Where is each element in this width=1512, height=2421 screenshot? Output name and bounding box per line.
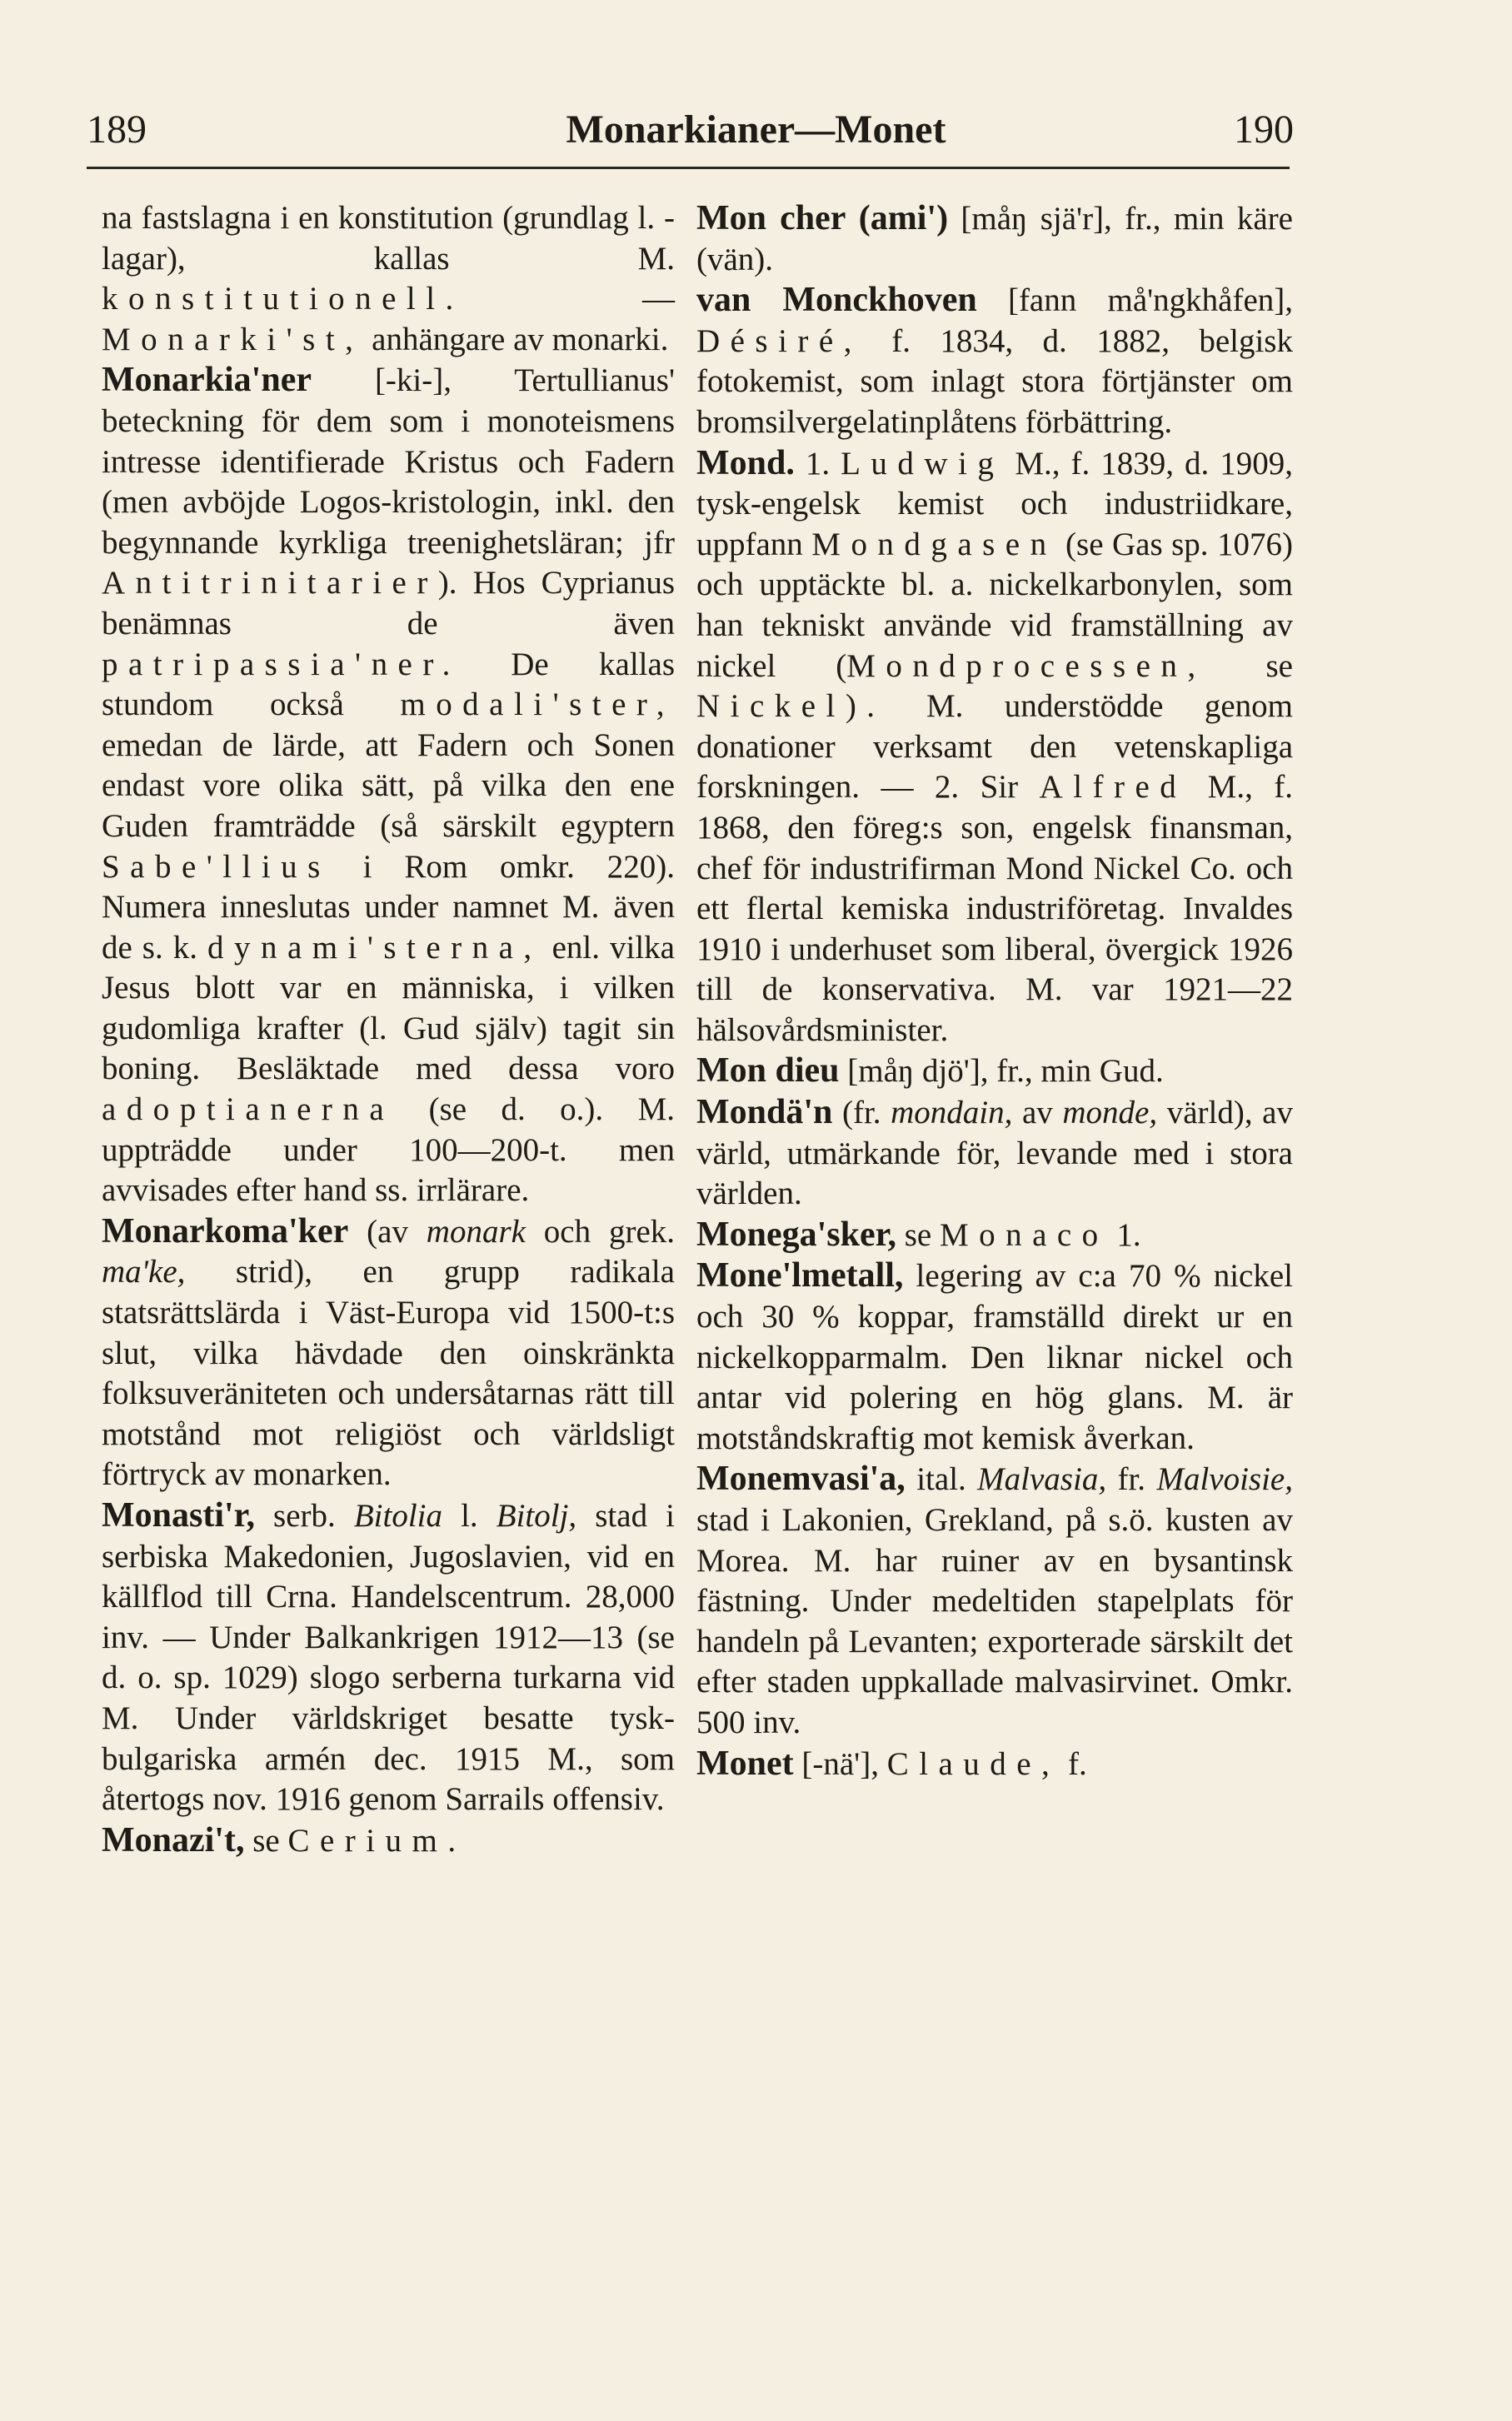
text: [måŋ djö'], fr., min Gud. bbox=[839, 1053, 1164, 1090]
spaced-term: Antitrinitarier bbox=[102, 565, 438, 602]
text: av bbox=[1012, 1095, 1063, 1131]
text: f. 1834, d. 1882, belgisk fotokemist, som inlagt stora förtjänster om bromsilvergelatinplåtens förbättring. bbox=[696, 322, 1293, 440]
text: emedan de lärde, att Fadern och Sonen endast vore olika sätt, på vilka den ene Guden framträdde (så särskilt egyptern bbox=[102, 726, 675, 844]
text: (fr. bbox=[832, 1095, 891, 1131]
headword: Monarkoma'ker bbox=[102, 1211, 349, 1250]
text: (av bbox=[348, 1213, 427, 1250]
entry-van-monckhoven bbox=[696, 280, 1293, 442]
headword: Monasti'r, bbox=[102, 1496, 255, 1535]
text: l. bbox=[442, 1498, 497, 1534]
italic-term: monde, bbox=[1062, 1095, 1158, 1131]
spaced-term: Ludwig bbox=[841, 445, 1005, 482]
entry-monastir bbox=[102, 1495, 675, 1820]
text: [måŋ sjä'r], fr., min käre (vän). bbox=[696, 201, 1293, 277]
italic-term: Bitolia bbox=[353, 1498, 443, 1534]
text: M., f. 1868, den föreg:s son, engelsk finansman, chef för industrifirman Mond Nickel Co. och ett flertal kemiska industriföretag. Invaldes 1910 i underhuset som liberal, övergick 1926 till de konservativa. M. var 1921—22 hälsovårdsminister. bbox=[696, 769, 1293, 1048]
spaced-term: modali'ster, bbox=[400, 686, 675, 723]
text: anhängare av monarki. bbox=[363, 321, 669, 357]
text: f. bbox=[1060, 1745, 1087, 1782]
text: M., f. 1839, d. 1909, tysk-engelsk kemist och industriidkare, uppfann bbox=[696, 445, 1294, 562]
italic-term: monark bbox=[426, 1213, 526, 1250]
right-column bbox=[696, 198, 1293, 1785]
italic-term: ma'ke, bbox=[102, 1254, 186, 1290]
text: stad i Lakonien, Grekland, på s.ö. kusten av Morea. M. har ruiner av en bysantinsk fästning. Under medeltiden stapelplats för handeln på Levanten; exporterade särskilt det efter staden uppkallade malvasirvinet. Omkr. 500 inv. bbox=[696, 1502, 1293, 1740]
text: se bbox=[896, 1216, 940, 1253]
entry-mon-dieu bbox=[696, 1051, 1293, 1092]
text: enl. vilka Jesus blott var en människa, i vilken gudomliga krafter (l. Gud själv) tagit sin boning. Besläktade med dessa voro bbox=[102, 929, 675, 1087]
text: legering av c:a 70 % nickel och 30 % koppar, framställd direkt ur en nickelkopparmalm. Den liknar nickel och antar vid polering en hög glans. M. är motståndskraftig mot kemisk åverkan. bbox=[696, 1258, 1293, 1456]
text: och grek. bbox=[525, 1213, 675, 1250]
spaced-term: konstitutionell. bbox=[102, 281, 464, 317]
headword: Mond. bbox=[696, 443, 795, 482]
page-header bbox=[0, 0, 1512, 183]
text: — bbox=[463, 281, 675, 317]
headword: Monazi't, bbox=[102, 1820, 245, 1859]
entry-monelmetall bbox=[696, 1255, 1293, 1459]
entry-monemvasia bbox=[696, 1459, 1293, 1743]
text: fr. bbox=[1106, 1461, 1157, 1498]
spaced-term: Alfred bbox=[1039, 769, 1187, 806]
spaced-term: adoptianerna bbox=[102, 1091, 395, 1128]
text: se bbox=[1205, 647, 1293, 684]
text: [-ki-], Tertullianus' beteckning för dem som i monoteismens intresse identifierade Kristus och Fadern (men avböjde Logos-kristologin, inkl. den begynnande kyrkliga treenighetsläran; jfr bbox=[102, 362, 675, 561]
spaced-term: Claude, bbox=[886, 1745, 1060, 1782]
italic-term: Malvoisie, bbox=[1156, 1461, 1293, 1498]
text: ital. bbox=[905, 1461, 978, 1498]
text: (se Gas sp. 1076) och upptäckte bl. a. nickelkarbonylen, som han tekniskt använde vid framställning av nickel ( bbox=[696, 526, 1293, 684]
text: stad i serbiska Makedonien, Jugoslavien, vid en källflod till Crna. Handelscentrum. 28,000 inv. — Under Balkankrigen 1912—13 (se d. o. sp. 1029) slogo serberna turkarna vid M. Under världskriget besatte tysk-bulgariska armén dec. 1915 M., som återtogs nov. 1916 genom Sarrails offensiv. bbox=[102, 1498, 675, 1818]
spaced-term: patripassia'ner. bbox=[102, 646, 461, 682]
spaced-term: Cerium. bbox=[287, 1822, 467, 1859]
text: De kallas stundom också bbox=[102, 646, 675, 723]
headword: Monarkia'ner bbox=[102, 361, 312, 400]
italic-term: Malvasia, bbox=[977, 1461, 1107, 1498]
entry-mond bbox=[696, 443, 1293, 1051]
headword: Monega'sker, bbox=[696, 1215, 896, 1254]
italic-term: mondain, bbox=[891, 1095, 1013, 1131]
spaced-term: Nickel). bbox=[696, 688, 886, 725]
spaced-term: Sabe'llius bbox=[102, 848, 331, 885]
text: strid), en grupp radikala statsrättslärda i Väst-Europa vid 1500-t:s slut, vilka hävdade den oinskränkta folksuveräniteten och undersåtarnas rätt till motstånd mot religiöst och världsligt förtryck av monarken. bbox=[102, 1254, 675, 1493]
entry-monegasker bbox=[696, 1215, 1293, 1256]
text: se bbox=[244, 1822, 288, 1859]
spaced-term: Mondprocessen, bbox=[846, 647, 1206, 684]
headword: van Monckhoven bbox=[696, 281, 977, 320]
text: ). Hos Cyprianus benämnas de även bbox=[102, 565, 675, 641]
text: värld), av värld, utmärkande för, levande med i stora världen. bbox=[696, 1095, 1293, 1212]
headword: Monemvasi'a, bbox=[696, 1460, 906, 1499]
entry-mondan bbox=[696, 1092, 1293, 1215]
right-page-number: 190 bbox=[1234, 107, 1294, 152]
text: [fann må'ngkhåfen], bbox=[976, 282, 1293, 319]
headword: Mon cher (ami') bbox=[696, 199, 949, 237]
entry-monarki-continued bbox=[102, 198, 675, 360]
headword: Mone'lmetall, bbox=[696, 1256, 904, 1295]
spaced-term: Désiré, bbox=[696, 322, 862, 359]
spaced-term: Mondgasen bbox=[811, 526, 1057, 562]
headword: Monet bbox=[696, 1744, 794, 1783]
italic-term: Bitolj, bbox=[496, 1498, 577, 1534]
text: na fastslagna i en konstitution (grundlag l. -lagar), kallas M. bbox=[102, 200, 675, 277]
text: [-nä'], bbox=[793, 1745, 887, 1782]
spaced-term: Monaco bbox=[939, 1216, 1109, 1253]
text: serb. bbox=[254, 1498, 354, 1534]
text: M. understödde genom donationer verksamt den vetenskapliga forskningen. — 2. Sir bbox=[696, 688, 1293, 806]
entry-monarkomaker bbox=[102, 1211, 675, 1495]
running-title: Monarkianer—Monet bbox=[566, 107, 946, 152]
spaced-term: Monarki'st, bbox=[102, 321, 364, 357]
entry-mon-cher bbox=[696, 198, 1293, 280]
entry-monarkianer bbox=[102, 360, 675, 1210]
headword: Mondä'n bbox=[696, 1093, 833, 1132]
entry-monazit bbox=[102, 1820, 675, 1862]
text: 1. bbox=[1108, 1216, 1141, 1253]
entry-monet bbox=[696, 1744, 1293, 1785]
left-column bbox=[102, 198, 675, 1861]
text: (se d. o.). M. uppträdde under 100—200-t. men avvisades efter hand ss. irrlärare. bbox=[102, 1091, 675, 1209]
left-page-number: 189 bbox=[87, 107, 147, 152]
spaced-term: dynami'sterna, bbox=[207, 929, 542, 966]
text: i Rom omkr. 220). Numera inneslutas under namnet M. även de s. k. bbox=[102, 848, 675, 966]
headword: Mon dieu bbox=[696, 1051, 840, 1091]
text: 1. bbox=[794, 445, 841, 482]
header-rule bbox=[87, 167, 1290, 169]
